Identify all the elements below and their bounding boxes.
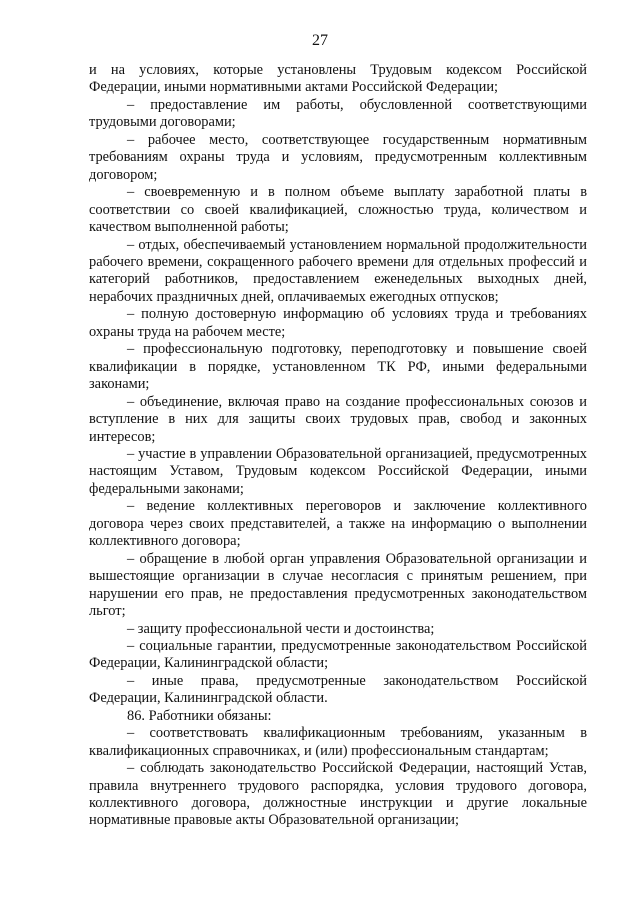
paragraph-right-honor: – защиту профессиональной чести и достоинства;	[127, 620, 435, 637]
paragraph-continuation: и на условиях, которые установлены Трудовым кодексом Российской Федерации, иными нормативными актами Российской Федерации;	[89, 62, 587, 96]
paragraph-right-information: – полную достоверную информацию об условиях труда и требованиях охраны труда на рабочем месте;	[89, 306, 587, 340]
paragraph-duty-compliance: – соблюдать законодательство Российской Федерации, настоящий Устав, правила внутреннего трудового распорядка, условия трудового договора, коллективного договора, должностные инструкции и другие локальные нормативные правовые акты Образовательной организации;	[89, 760, 587, 829]
paragraph-right-social-guarantees: – социальные гарантии, предусмотренные законодательством Российской Федерации, Калининградской области;	[89, 637, 587, 672]
paragraph-right-rest: – отдых, обеспечиваемый установлением нормальной продолжительности рабочего времени, сокращенного рабочего времени для отдельных профессий и категорий работников, предоставлением еженедельных выходных дней, нерабочих праздничных дней, оплачиваемых ежегодных отпусков;	[89, 236, 587, 305]
paragraph-right-association: – объединение, включая право на создание профессиональных союзов и вступление в них для защиты своих трудовых прав, свобод и законных интересов;	[89, 393, 587, 445]
paragraph-right-workplace: – рабочее место, соответствующее государственным нормативным требованиям охраны труда и условиям, предусмотренным коллективным договором;	[89, 131, 587, 183]
paragraph-duty-qualification: – соответствовать квалификационным требованиям, указанным в квалификационных справочниках, и (или) профессиональным стандартам;	[89, 725, 587, 759]
paragraph-right-work-provision: – предоставление им работы, обусловленной соответствующими трудовыми договорами;	[89, 96, 587, 131]
page-number: 27	[312, 32, 328, 49]
paragraph-right-participation: – участие в управлении Образовательной организацией, предусмотренных настоящим Уставом, Трудовым кодексом Российской Федерации, иными федеральными законами;	[89, 445, 587, 497]
paragraph-right-negotiations: – ведение коллективных переговоров и заключение коллективного договора через своих представителей, а также на информацию о выполнении коллективного договора;	[89, 498, 587, 550]
section-heading-86: 86. Работники обязаны:	[127, 707, 272, 724]
paragraph-right-salary: – своевременную и в полном объеме выплату заработной платы в соответствии со своей квалификацией, сложностью труда, количеством и качеством выполненной работы;	[89, 184, 587, 236]
paragraph-right-other: – иные права, предусмотренные законодательством Российской Федерации, Калининградской области.	[89, 672, 587, 707]
paragraph-right-appeal: – обращение в любой орган управления Образовательной организации и вышестоящие организации в случае несогласия с принятым решением, при нарушении его прав, не предоставления предусмотренных законодательством льгот;	[89, 550, 587, 620]
body-text	[89, 62, 587, 830]
paragraph-right-training: – профессиональную подготовку, переподготовку и повышение своей квалификации в порядке, установленном ТК РФ, иными федеральными законами;	[89, 341, 587, 393]
